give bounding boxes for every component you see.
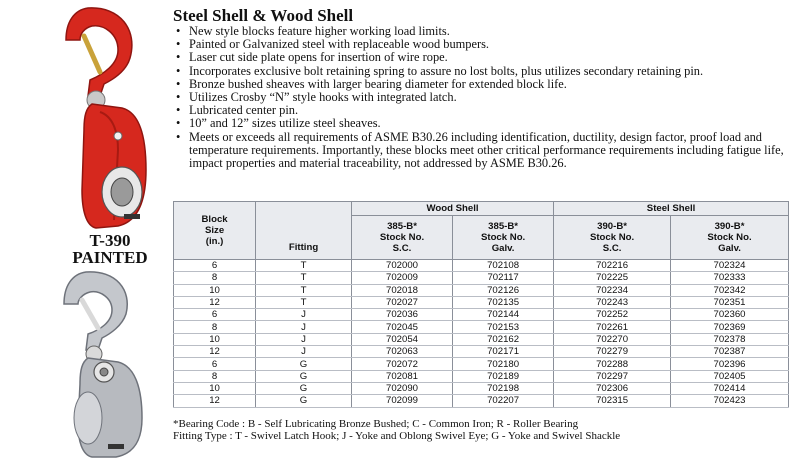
- feature-item: • Lubricated center pin.: [173, 104, 793, 117]
- fitting-type-note: Fitting Type : T - Swivel Latch Hook; J - Yoke and Oblong Swivel Eye; G - Yoke and Swivel Shackle: [173, 430, 621, 442]
- table-row: 12 G 702099 702207 702315 702423: [174, 395, 789, 407]
- painted-snatch-block-image: [0, 0, 160, 230]
- feature-item: • Bronze bushed sheaves with larger bearing diameter for extended block life.: [173, 78, 793, 91]
- product-images: [0, 0, 160, 457]
- product-model: T-390: [89, 231, 131, 250]
- table-row: 8 T 702009 702117 702225 702333: [174, 272, 789, 284]
- header-fitting: Fitting: [256, 202, 352, 260]
- bearing-code-note: *Bearing Code : B - Self Lubricating Bronze Bushed; C - Common Iron; R - Roller Bearing: [173, 418, 579, 430]
- table-row: 8 J 702045 702153 702261 702369: [174, 321, 789, 333]
- product-finish: PAINTED: [72, 248, 148, 267]
- stock-number-table: [173, 201, 789, 408]
- feature-item: • Laser cut side plate opens for insertion of wire rope.: [173, 51, 793, 64]
- galvanized-snatch-block-image: [0, 268, 160, 458]
- header-steel-sc: 390-B* Stock No. S.C.: [554, 216, 671, 260]
- table-row: 10 J 702054 702162 702270 702378: [174, 333, 789, 345]
- footnotes: [173, 418, 620, 442]
- feature-item: • New style blocks feature higher working load limits.: [173, 25, 793, 38]
- header-wood-galv: 385-B* Stock No. Galv.: [453, 216, 554, 260]
- section-title: Steel Shell & Wood Shell: [173, 6, 354, 25]
- table-row: 12 J 702063 702171 702279 702387: [174, 346, 789, 358]
- feature-item: • Incorporates exclusive bolt retaining spring to assure no lost bolts, plus utilizes secondary retaining pin.: [173, 65, 793, 78]
- table-row: 6 J 702036 702144 702252 702360: [174, 309, 789, 321]
- table-row: 8 G 702081 702189 702297 702405: [174, 370, 789, 382]
- header-wood-shell: Wood Shell: [351, 202, 553, 216]
- spec-section: [173, 6, 793, 442]
- table-row: 10 T 702018 702126 702234 702342: [174, 284, 789, 296]
- feature-list: [173, 25, 793, 170]
- header-wood-sc: 385-B* Stock No. S.C.: [351, 216, 452, 260]
- feature-item: • 10” and 12” sizes utilize steel sheaves.: [173, 117, 793, 130]
- product-label: [60, 232, 160, 266]
- feature-item: • Meets or exceeds all requirements of ASME B30.26 including identification, ductility, design factor, proof load and temperature requirements. Importantly, these blocks meet other critical performance requirements including fatigue life, impact properties and material traceability, not addressed by ASME B30.26.: [173, 131, 793, 171]
- table-row: 6 T 702000 702108 702216 702324: [174, 260, 789, 272]
- table-row: 12 T 702027 702135 702243 702351: [174, 296, 789, 308]
- header-steel-shell: Steel Shell: [554, 202, 789, 216]
- header-block-size: Block Size (in.): [174, 202, 256, 260]
- feature-item: • Utilizes Crosby “N” style hooks with integrated latch.: [173, 91, 793, 104]
- table-row: 10 G 702090 702198 702306 702414: [174, 382, 789, 394]
- feature-item: • Painted or Galvanized steel with replaceable wood bumpers.: [173, 38, 793, 51]
- table-row: 6 G 702072 702180 702288 702396: [174, 358, 789, 370]
- header-steel-galv: 390-B* Stock No. Galv.: [671, 216, 789, 260]
